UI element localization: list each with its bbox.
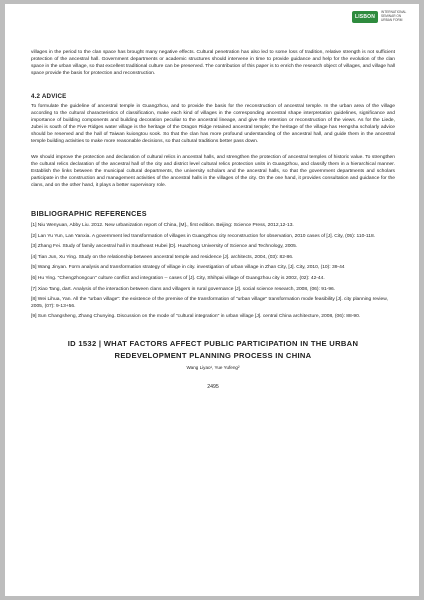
reference-item: [6] Hu Ying. "Chengzhongcun" culture conflict and integration -- cases of [J]. City, Shihpai village of Guangzhou city is 2002, (02): 42-44. bbox=[31, 275, 325, 281]
page-content bbox=[31, 49, 395, 390]
reference-item: [1] Niu Wenyuan, Abby Liu. 2012. New urbanization report of China, [M]., first edition. Beijing: Science Press, 2012,12-13. bbox=[31, 223, 294, 228]
reference-item: [3] Zhang Fei. Study of family ancestral hall in Southeast Hubei [D]. Huazhong University of Science and Technology, 2005. bbox=[31, 244, 298, 250]
reference-item: [5] Wang Jinyan. Form analysis and transformation strategy of village in city. investigation of urban village in Zhan City, [J]. City, 2010, (10): 39-44 bbox=[31, 265, 345, 271]
intro-paragraph: villages in the period to the clan space has brought many negative effects. Cultural penetration has also led to some loss of tradition, relative strength is not sufficient protection of the ancestral hall. Government departments or academic structures should intervene in time to provide guidance and help for the evolution of the clan space in the urban village, so that excellent traditional culture can be preserved. The contribution of this paper is to enrich the research object of villages, and village hall space provide the basis for protection and reconstruction. bbox=[31, 50, 395, 76]
advice-paragraph-1: To formulate the guideline of ancestral temple in Guangzhou, and to provide the basis for the reconstruction of ancestral temple. In the urban area of the village according to the cultural characteristics of classification, make each kind of villages in the corresponding ancestral shape interpretation guidelines, significance and importance of building components and building decoration peculiar to the ancestral lineage, and give the retention or reconstruction of the views. As for the Liede, Jubei is south of the Five Ridges water village is the heritage of the Dragon Ridge retained ancestral temple; the heritage of the village has Hengsha scholarly advice should be reserved and the hall of Taiwan kuiongtou sook. So that the clan has more profound understanding of the ancestral hall, and guide them in the ancestral temple building activities to make more reasonable decisions, so that cultural traditions better pass down. bbox=[31, 104, 395, 144]
advice-heading: 4.2 ADVICE bbox=[31, 93, 67, 100]
next-article-title: ID 1532 | WHAT FACTORS AFFECT PUBLIC PARTICIPATION IN THE URBAN REDEVELOPMENT PLANNING PROCESS IN CHINA bbox=[67, 338, 359, 360]
page-number: 2495 bbox=[207, 383, 219, 390]
logo-subtitle: INTERNATIONAL SEMINAR ON URBAN FORM bbox=[381, 10, 407, 22]
next-article-authors: Wang Liyao¹, Yue Yufeng² bbox=[186, 364, 240, 370]
reference-item: [4] Tian Jun, Xu Ying. Study on the relationship between ancestral temple and residence [J]. architects, 2004, (03): 82-86. bbox=[31, 254, 294, 260]
reference-item: [9] Sun Changsheng, Zhang Chunying. Discussion on the mode of "cultural integration" in urban village [J]. central China architecture, 2008, (06): 88-90. bbox=[31, 314, 361, 320]
logo-badge: LISBON bbox=[352, 11, 378, 23]
reference-item: [7] Xiao Tang, dart. Analysis of the interaction between clans and villagers in rural governance [J]. social science research, 2008, (06): 91-96. bbox=[31, 286, 336, 292]
conference-logo bbox=[352, 11, 409, 23]
reference-item: [8] Wei Lihua, Yan. All the "urban village": the existence of the premise of the transformation of "urban village" transformation mode feasibility [J]. city planning review, 2005, (07): 9-13+56. bbox=[31, 297, 388, 309]
advice-paragraph-2: We should improve the protection and declaration of cultural relics in ancestral halls, and strengthen the protection of ancestral temples of historic value. To strengthen the cultural relics declaration of the ancestral hall of the city and district level cultural relics protection units in Guangzhou, and classify them in a hierarchical manner. Establish the links between the municipal cultural departments, the university scholars and the ancestral halls, so that the government departments and scholars participate in the construction and management activities of the ancestral halls in the villages of the city. On the one hand, it provides consultation and guidance for the clans, and on the other hand, it plays a better supervisory role. bbox=[31, 155, 395, 188]
references-heading: BIBLIOGRAPHIC REFERENCES bbox=[31, 209, 147, 218]
reference-item: [2] Lan Yu Yun, Lan Yanxia. A government led transformation of villages in Guangzhou city reconstruction for observation, 2010 cases of [J]. City, (05): 110-118. bbox=[31, 233, 376, 239]
page-sheet bbox=[5, 4, 419, 596]
